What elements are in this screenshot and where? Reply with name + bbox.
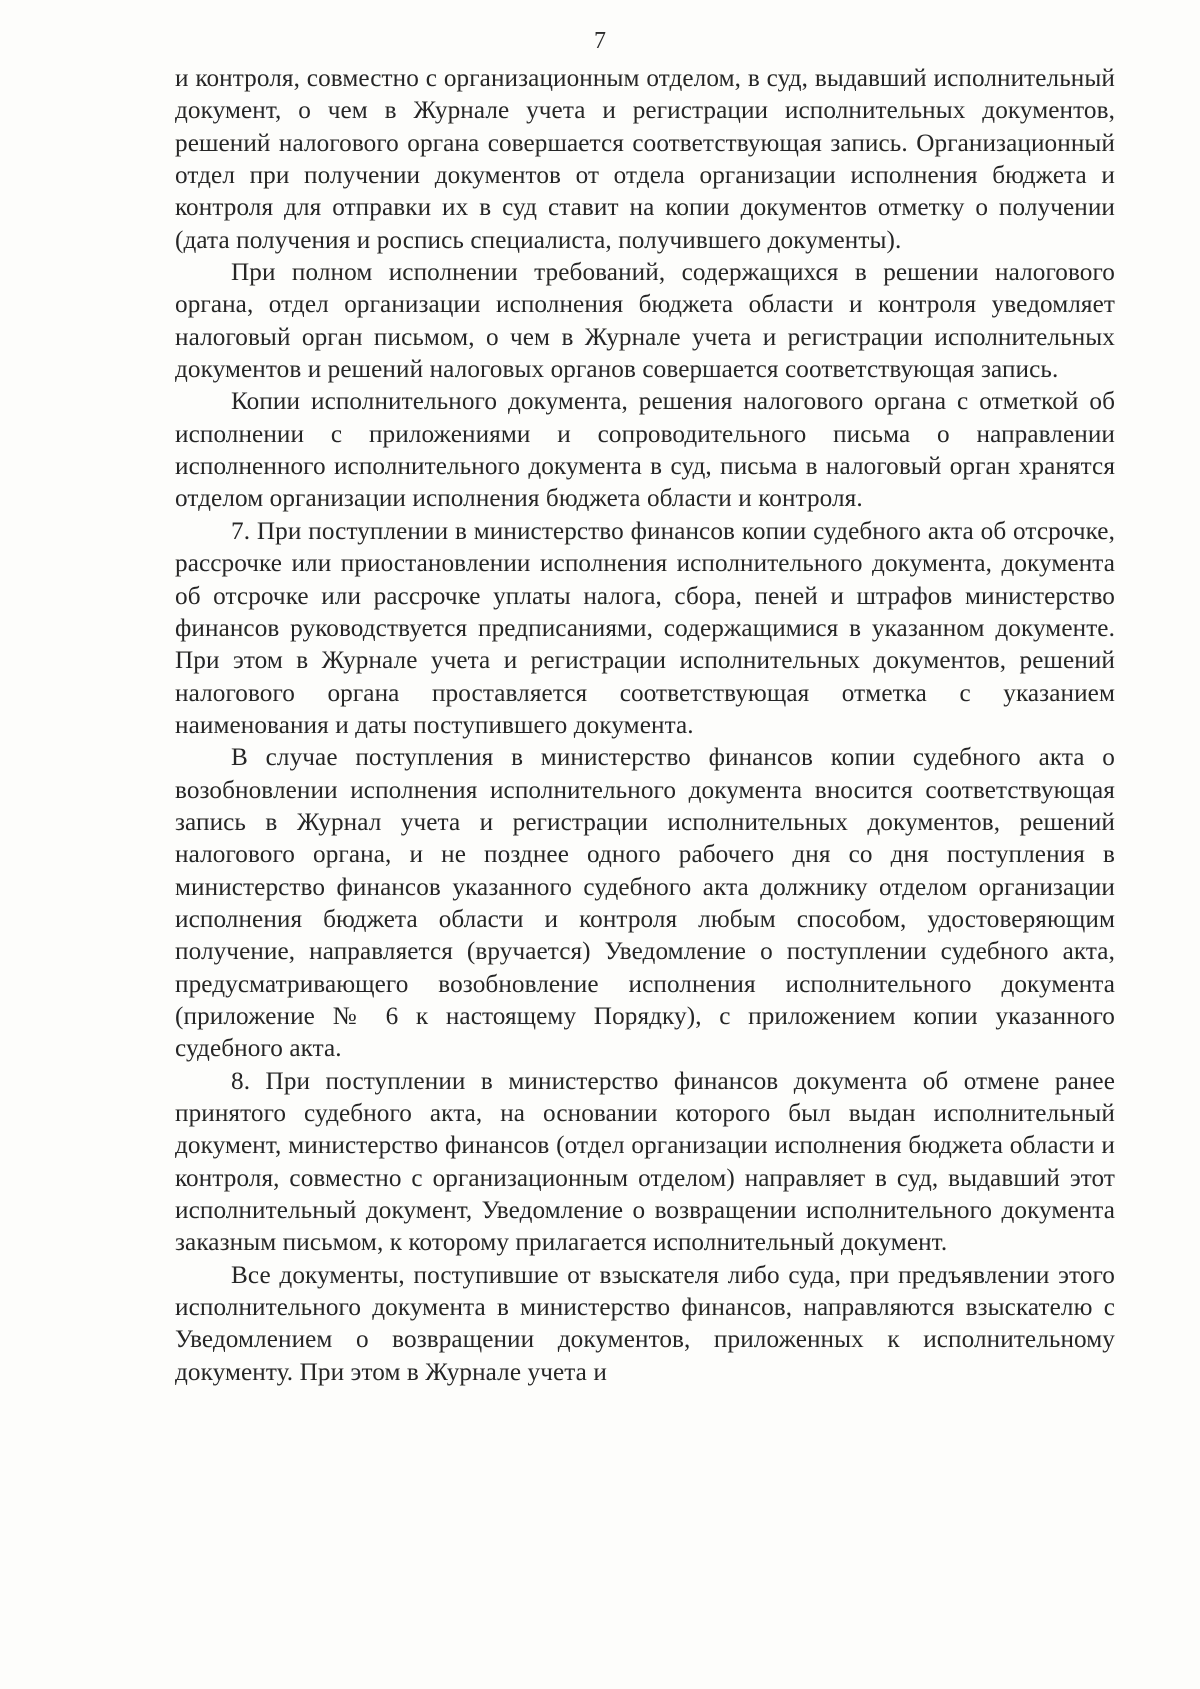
paragraph-item-7: 7. При поступлении в министерство финансов копии судебного акта об отсрочке, рассрочке или приостановлении исполнения исполнительного документа, документа об отсрочке или рассрочке уплаты налога, сбора, пеней и штрафов министерство финансов руководствуется предписаниями, содержащимися в указанном документе. При этом в Журнале учета и регистрации исполнительных документов, решений налогового органа проставляется соответствующая отметка с указанием наименования и даты поступившего документа. — [175, 517, 1115, 739]
paragraph-tax-authority-notice: При полном исполнении требований, содержащихся в решении налогового органа, отдел организации исполнения бюджета области и контроля уведомляет налоговый орган письмом, о чем в Журнале учета и регистрации исполнительных документов и решений налоговых органов совершается соответствующая запись. — [175, 259, 1115, 384]
paragraph-item-8: 8. При поступлении в министерство финансов документа об отмене ранее принятого судебного акта, на основании которого был выдан исполнительный документ, министерство финансов (отдел организации исполнения бюджета области и контроля, совместно с организационным отделом) направляет в суд, выдавший этот исполнительный документ, Уведомление о возвращении исполнительного документа заказным письмом, к которому прилагается исполнительный документ. — [175, 1067, 1115, 1257]
paragraph-continuation: и контроля, совместно с организационным отделом, в суд, выдавший исполнительный документ, о чем в Журнале учета и регистрации исполнительных документов, решений налогового органа совершается соответствующая запись. Организационный отдел при получении документов от отдела организации исполнения бюджета и контроля для отправки их в суд ставит на копии документов отметку о получении (дата получения и роспись специалиста, получившего документы). — [175, 65, 1115, 254]
paragraph-copies-storage: Копии исполнительного документа, решения налогового органа с отметкой об исполнении с приложениями и сопроводительного письма о направлении исполненного исполнительного документа в суд, письма в налоговый орган хранятся отделом организации исполнения бюджета области и контроля. — [175, 388, 1115, 513]
document-body — [175, 63, 1115, 1389]
paragraph-returned-documents: Все документы, поступившие от взыскателя либо суда, при предъявлении этого исполнительного документа в министерство финансов, направляются взыскателю с Уведомлением о возвращении документов, приложенных к исполнительному документу. При этом в Журнале учета и — [175, 1261, 1115, 1386]
paragraph-resumption: В случае поступления в министерство финансов копии судебного акта о возобновлении исполнения исполнительного документа вносится соответствующая запись в Журнал учета и регистрации исполнительных документов, решений налогового органа, и не позднее одного рабочего дня со дня поступления в министерство финансов указанного судебного акта должнику отделом организации исполнения бюджета области и контроля любым способом, удостоверяющим получение, направляется (вручается) Уведомление о поступлении судебного акта, предусматривающего возобновление исполнения исполнительного документа (приложение № 6 к настоящему Порядку), с приложением копии указанного судебного акта. — [175, 744, 1115, 1063]
page-number: 7 — [594, 28, 606, 54]
